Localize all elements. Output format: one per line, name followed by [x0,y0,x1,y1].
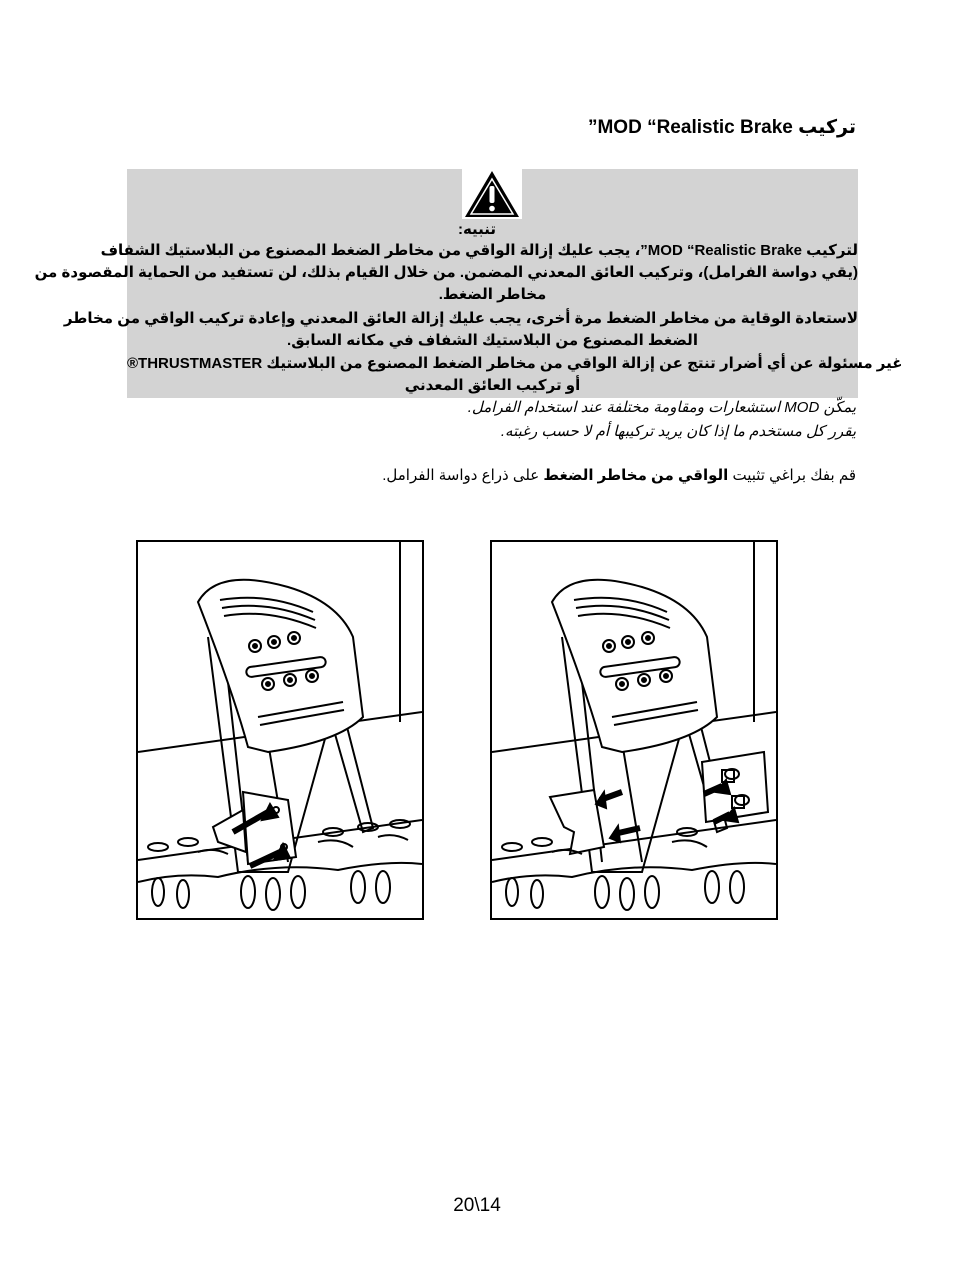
instruction-before: قم بفك براغي تثبيت [728,467,856,484]
instruction-bold: الواقي من مخاطر الضغط [543,467,729,484]
page-number: 20\14 [453,1195,501,1216]
warning-line: (يقي دواسة الفرامل)، وتركيب العائق المعدني المضمن. من خلال القيام بذلك، لن تستفيد من الحماية المقصودة من [34,264,858,281]
warning-line: لتركيب MOD “Realistic Brake”، يجب عليك إزالة الواقي من مخاطر الضغط المصنوع من البلاستيك الشفاف [100,242,858,259]
instruction-text [382,466,856,484]
warning-triangle-icon [462,169,522,219]
pedal-illustration-guard-attached [136,540,424,920]
warning-heading: تنبيه: [457,221,497,238]
warning-line: ®THRUSTMASTER غير مسئولة عن أي أضرار تنتج عن إزالة الواقي من مخاطر الضغط المصنوع من البلاستيك [127,355,903,372]
note-line: يقرر كل مستخدم ما إذا كان يريد تركيبها أم لا حسب رغبته. [500,423,856,440]
warning-line: أو تركيب العائق المعدني [404,377,581,394]
instruction-after: على ذراع دواسة الفرامل. [382,467,544,484]
pedal-illustration-guard-removed [490,540,778,920]
page-title: تركيب MOD “Realistic Brake” [587,117,856,138]
warning-line: لاستعادة الوقاية من مخاطر الضغط مرة أخرى، يجب عليك إزالة العائق المعدني وإعادة تركيب الواقي من مخاطر [63,310,858,327]
note-line: يمكّن MOD استشعارات ومقاومة مختلفة عند استخدام الفرامل. [467,399,856,416]
warning-line: الضغط المصنوع من البلاستيك الشفاف في مكانه السابق. [287,332,698,349]
warning-line: مخاطر الضغط. [438,286,547,303]
